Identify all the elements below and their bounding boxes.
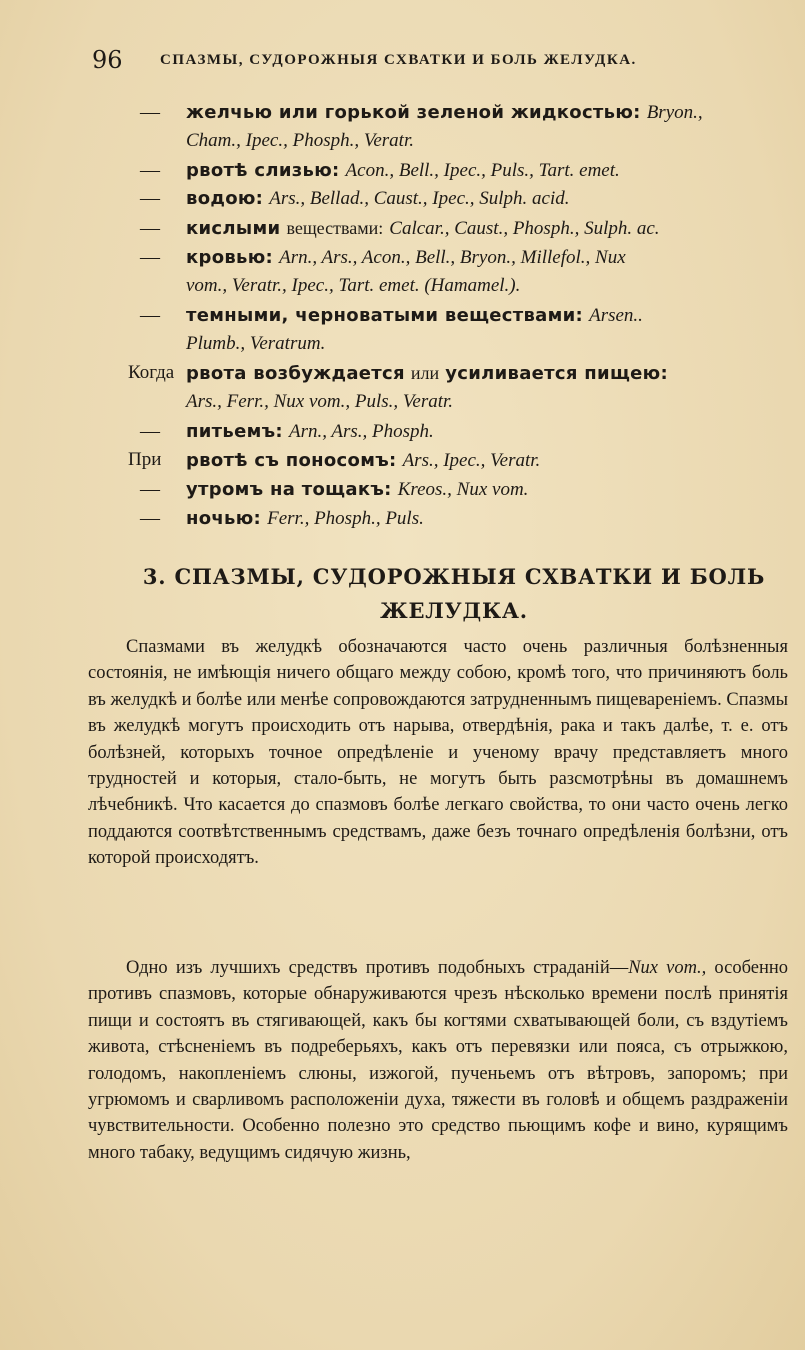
section-title: 3. СПАЗМЫ, СУДОРОЖНЫЯ СХВАТКИ И БОЛЬ ЖЕЛУДКА. <box>142 564 766 623</box>
symptom-label: кровью: <box>186 247 274 268</box>
dash: — <box>140 246 160 268</box>
dash: — <box>140 217 160 239</box>
symptom-label: водою: <box>186 188 264 209</box>
paragraph-1: Спазмами въ желудкѣ обозначаются часто очень различныя болѣзненныя состоянія, не имѣющія ничего общаго между собою, кромѣ того, что причиняютъ боль въ желудкѣ и болѣе или менѣе сопровождаются затрудненнымъ пищевареніемъ. Спазмы въ желудкѣ могутъ происходить отъ нарыва, отвердѣнія, рака и такъ далѣе, т. е. отъ болѣзней, которыхъ точное опредѣленіе и ученому врачу представляетъ много трудностей и которыя, стало-быть, не могутъ быть разсмотрѣны въ домашнемъ лѣчебникѣ. Что касается до спазмовъ болѣе легкаго свойства, то они часто очень легко поддаются соотвѣтственнымъ средствамъ, даже безъ точнаго опредѣленія болѣзни, отъ которой происходятъ. <box>88 637 788 869</box>
remedy-list: Calcar., Caust., Phosph., Sulph. ac. <box>389 218 660 239</box>
symptom-label: усиливается пищею: <box>445 363 668 384</box>
symptom-label: рвота возбуждается <box>186 363 405 384</box>
remedy-list: Acon., Bell., Ipec., Puls., Tart. emet. <box>345 160 620 181</box>
lead-word: При <box>128 449 162 470</box>
symptom-label: рвотѣ съ поносомъ: <box>186 450 397 471</box>
running-head: СПАЗМЫ, СУДОРОЖНЫЯ СХВАТКИ И БОЛЬ ЖЕЛУДКА. <box>160 51 637 68</box>
page-number: 96 <box>92 46 123 74</box>
dash: — <box>140 304 160 326</box>
dash: — <box>140 187 160 209</box>
symptom-label: кислыми <box>186 218 281 239</box>
symptom-label: утромъ на тощакъ: <box>186 479 392 500</box>
paragraph-2-rest: особенно противъ спазмовъ, которые обнаруживаются чрезъ нѣсколько времени послѣ принятія пищи и состоятъ въ стягивающей, какъ бы когтями схватывающей боли, съ вздутіемъ живота, стѣсненіемъ въ подреберьяхъ, какъ отъ перевязки или пояса, съ отрыжкою, голодомъ, накопленіемъ слюны, изжогой, пученьемъ отъ вѣтровъ, запоромъ; при угрюмомъ и сварливомъ расположеніи духа, тяжести въ головѣ и общемъ раздраженіи чувствительности. Особенно полезно это средство пьющимъ кофе и вино, курящимъ много табаку, ведущимъ сидячую жизнь, <box>88 958 789 1163</box>
remedy-list: Bryon., <box>646 102 703 123</box>
remedy-list: Arn., Ars., Acon., Bell., Bryon., Millefol., Nux <box>279 247 626 268</box>
dash: — <box>140 478 160 500</box>
dash: — <box>140 420 160 442</box>
remedy-list: Ars., Ipec., Veratr. <box>402 450 541 471</box>
remedy-list: Kreos., Nux vom. <box>397 479 529 500</box>
remedy-list: Plumb., Veratrum. <box>186 333 326 354</box>
lead-word: Когда <box>128 362 175 383</box>
symptom-label: питьемъ: <box>186 421 283 442</box>
paragraph-2-lead: Одно изъ лучшихъ средствъ противъ подобныхъ страданій— <box>126 958 629 978</box>
page-header <box>92 42 732 78</box>
paragraph-2 <box>88 955 788 1166</box>
remedy-list: Ars., Ferr., Nux vom., Puls., Veratr. <box>186 391 454 412</box>
dash: — <box>140 507 160 529</box>
remedy-list: Arsen.. <box>589 305 643 326</box>
symptom-label: желчью или горькой зеленой жидкостью: <box>186 102 641 123</box>
symptom-plain: веществами: <box>286 218 384 238</box>
remedy-list: Cham., Ipec., Phosph., Veratr. <box>186 130 414 151</box>
remedy-list: Arn., Ars., Phosph. <box>288 421 434 442</box>
remedy-name: Nux vom., <box>628 958 707 978</box>
symptom-label: рвотѣ слизью: <box>186 160 340 181</box>
dash: — <box>140 159 160 181</box>
remedy-list: Ars., Bellad., Caust., Ipec., Sulph. acid. <box>269 188 570 209</box>
symptom-label: темными, черноватыми веществами: <box>186 305 584 326</box>
remedy-list: vom., Veratr., Ipec., Tart. emet. (Hamamel.). <box>186 275 521 296</box>
dash: — <box>140 101 160 123</box>
symptom-plain: или <box>410 363 440 383</box>
symptom-label: ночью: <box>186 508 262 529</box>
remedy-list: Ferr., Phosph., Puls. <box>267 508 424 529</box>
